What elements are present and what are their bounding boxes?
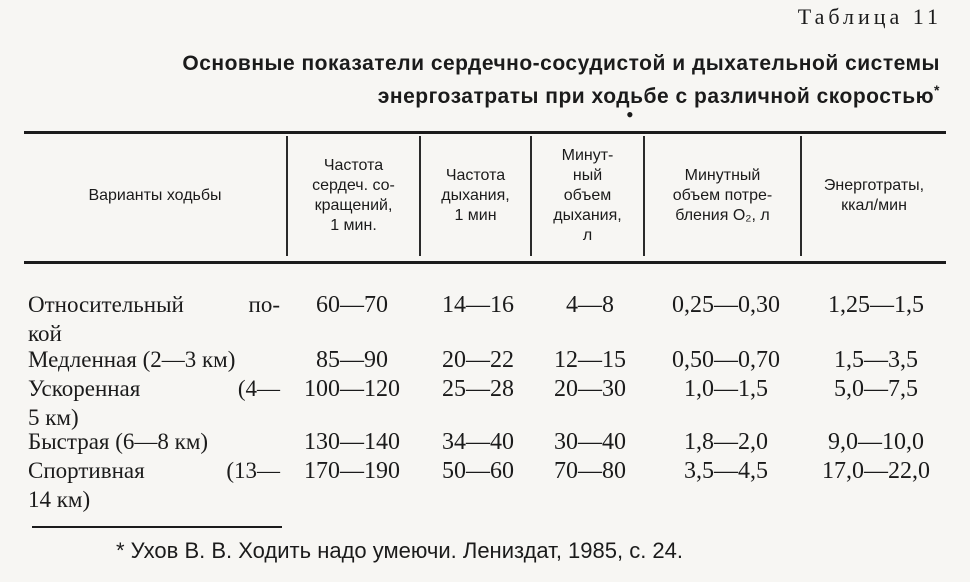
table-title-line-2-text: энергозатраты при ходьбе с различной скоростью <box>377 85 935 108</box>
row-name <box>28 427 280 457</box>
oxygen-consumption-cell: 1,8—2,0 <box>684 429 768 455</box>
row-name-line: Быстрая (6—8 км) <box>28 429 209 454</box>
row-name <box>28 345 280 375</box>
minute-ventilation-cell: 12—15 <box>554 347 626 373</box>
footnote: * Ухов В. В. Ходить надо умеючи. Лениздат, 1985, с. 24. <box>116 538 684 563</box>
footnote-mark: * <box>934 82 940 98</box>
breathing-rate-cell: 25—28 <box>442 376 514 402</box>
energy-expenditure-cell: 9,0—10,0 <box>828 429 924 455</box>
row-name <box>28 290 280 346</box>
heart-rate-cell: 170—190 <box>304 458 400 484</box>
table-label: Таблица 11 <box>797 4 942 29</box>
table-top-rule <box>24 131 946 134</box>
energy-expenditure-cell: 17,0—22,0 <box>822 458 930 484</box>
row-name-line: 5 км) <box>28 405 79 430</box>
table-header-rule <box>24 261 946 264</box>
header-heart-rate: Частота сердеч. со- кращений, 1 мин. <box>312 157 395 234</box>
header-oxygen-consumption: Минутный объем потре- бления O₂, л <box>672 167 773 224</box>
oxygen-consumption-cell: 1,0—1,5 <box>684 376 768 402</box>
row-name-line: 14 км) <box>28 487 91 512</box>
oxygen-consumption-cell: 3,5—4,5 <box>684 458 768 484</box>
breathing-rate-cell: 34—40 <box>442 429 514 455</box>
oxygen-consumption-cell: 0,25—0,30 <box>672 292 780 318</box>
energy-expenditure-cell: 1,25—1,5 <box>828 292 924 318</box>
header-walking-variants: Варианты ходьбы <box>88 187 222 204</box>
row-name-line: кой <box>28 321 62 346</box>
minute-ventilation-cell: 30—40 <box>554 429 626 455</box>
row-name-line: Ускоренная (4— <box>28 376 280 401</box>
stray-dot: • <box>626 102 634 127</box>
breathing-rate-cell: 20—22 <box>442 347 514 373</box>
header-breathing-rate: Частота дыхания, 1 мин <box>441 167 510 224</box>
breathing-rate-cell: 50—60 <box>442 458 514 484</box>
footnote-rule <box>32 526 282 528</box>
row-name-line: Относительный по- <box>28 292 280 317</box>
row-name <box>28 456 280 512</box>
row-name <box>28 374 280 430</box>
minute-ventilation-cell: 4—8 <box>566 292 614 318</box>
header-energy-expenditure: Энерготраты, ккал/мин <box>823 177 925 214</box>
heart-rate-cell: 130—140 <box>304 429 400 455</box>
table-title-line-1: Основные показатели сердечно-сосудистой и дыхательной системы <box>182 52 940 75</box>
breathing-rate-cell: 14—16 <box>442 292 514 318</box>
heart-rate-cell: 60—70 <box>316 292 388 318</box>
header-minute-ventilation: Минут- ный объем дыхания, л <box>553 147 622 244</box>
minute-ventilation-cell: 70—80 <box>554 458 626 484</box>
oxygen-consumption-cell: 0,50—0,70 <box>672 347 780 373</box>
row-name-line: Спортивная (13— <box>28 458 280 483</box>
table-title-line-2 <box>0 82 940 109</box>
energy-expenditure-cell: 1,5—3,5 <box>834 347 918 373</box>
energy-expenditure-cell: 5,0—7,5 <box>834 376 918 402</box>
minute-ventilation-cell: 20—30 <box>554 376 626 402</box>
row-name-line: Медленная (2—3 км) <box>28 347 236 372</box>
heart-rate-cell: 85—90 <box>316 347 388 373</box>
heart-rate-cell: 100—120 <box>304 376 400 402</box>
